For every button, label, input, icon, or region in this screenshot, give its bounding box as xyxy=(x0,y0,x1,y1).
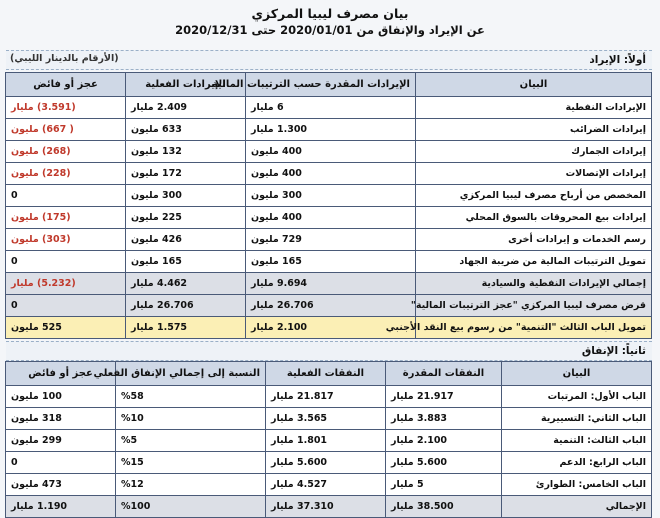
table-row xyxy=(6,408,652,430)
title-line: بيان مصرف ليبيا المركزي xyxy=(251,6,409,21)
deficit-or-surplus: ( 667) مليون xyxy=(6,119,126,141)
estimated-revenue: 729 مليون xyxy=(246,229,416,251)
row-description: تمويل الباب الثالث "التنمية" من رسوم بيع النقد الأجنبي xyxy=(416,317,652,339)
revenue-table xyxy=(5,72,652,339)
estimated-revenue: 1.300 مليار xyxy=(246,119,416,141)
table-row xyxy=(6,295,652,317)
revenue-column-header: الإيرادات الفعلية xyxy=(126,73,246,97)
estimated-revenue: 9.694 مليار xyxy=(246,273,416,295)
deficit-or-surplus: 1.190 مليار xyxy=(6,496,116,518)
estimated-spending: 2.100 مليار xyxy=(386,430,502,452)
actual-spending: 37.310 مليار xyxy=(266,496,386,518)
actual-revenue: 172 مليون xyxy=(126,163,246,185)
row-description: إيرادات الضرائب xyxy=(416,119,652,141)
deficit-or-surplus: 0 xyxy=(6,295,126,317)
table-row xyxy=(6,386,652,408)
deficit-or-surplus: 299 مليون xyxy=(6,430,116,452)
actual-revenue: 4.462 مليار xyxy=(126,273,246,295)
estimated-spending: 5 مليار xyxy=(386,474,502,496)
actual-spending: 3.565 مليار xyxy=(266,408,386,430)
estimated-spending: 5.600 مليار xyxy=(386,452,502,474)
actual-revenue: 633 مليون xyxy=(126,119,246,141)
table-row xyxy=(6,97,652,119)
currency-note: (الأرقام بالدينار الليبي) xyxy=(10,53,119,64)
row-description: الباب الرابع: الدعم xyxy=(502,452,652,474)
deficit-or-surplus: 0 xyxy=(6,185,126,207)
revenue-section-label: أولاً: الإيراد xyxy=(589,54,646,66)
spending-column-header: النفقات المقدرة xyxy=(386,362,502,386)
share-of-total: %58 xyxy=(116,386,266,408)
row-description: تمويل الترتيبات المالية من ضريبة الجهاد xyxy=(416,251,652,273)
deficit-or-surplus: 0 xyxy=(6,452,116,474)
table-row xyxy=(6,207,652,229)
estimated-spending: 3.883 مليار xyxy=(386,408,502,430)
estimated-revenue: 300 مليون xyxy=(246,185,416,207)
share-of-total: %15 xyxy=(116,452,266,474)
row-description: إجمالي الإيرادات النفطية والسيادية xyxy=(416,273,652,295)
spending-column-header: عجز أو فائض xyxy=(6,362,116,386)
spending-table xyxy=(5,361,652,518)
row-description: الباب الثاني: التسييرية xyxy=(502,408,652,430)
deficit-or-surplus: 318 مليون xyxy=(6,408,116,430)
row-description: رسم الخدمات و إيرادات أخرى xyxy=(416,229,652,251)
table-row xyxy=(6,452,652,474)
spending-section-label: ثانياً: الإنفاق xyxy=(581,345,646,357)
table-row xyxy=(6,273,652,295)
spending-column-header: النسبة إلى إجمالي الإنفاق الفعلي xyxy=(116,362,266,386)
estimated-revenue: 26.706 مليار xyxy=(246,295,416,317)
actual-revenue: 165 مليون xyxy=(126,251,246,273)
actual-revenue: 225 مليون xyxy=(126,207,246,229)
row-description: إيرادات بيع المحروقات بالسوق المحلي xyxy=(416,207,652,229)
revenue-header-row xyxy=(6,73,652,97)
actual-spending: 5.600 مليار xyxy=(266,452,386,474)
actual-revenue: 2.409 مليار xyxy=(126,97,246,119)
deficit-or-surplus: (175) مليون xyxy=(6,207,126,229)
table-row xyxy=(6,141,652,163)
table-row xyxy=(6,185,652,207)
actual-revenue: 300 مليون xyxy=(126,185,246,207)
row-description: الإجمالي xyxy=(502,496,652,518)
deficit-or-surplus: 525 مليون xyxy=(6,317,126,339)
actual-revenue: 26.706 مليار xyxy=(126,295,246,317)
estimated-revenue: 400 مليون xyxy=(246,207,416,229)
row-description: الباب الأول: المرتبات xyxy=(502,386,652,408)
revenue-column-header: البيان xyxy=(416,73,652,97)
spending-header-row xyxy=(6,362,652,386)
revenue-column-header: عجز أو فائض xyxy=(6,73,126,97)
deficit-or-surplus: (303) مليون xyxy=(6,229,126,251)
estimated-spending: 21.917 مليار xyxy=(386,386,502,408)
spending-section-title xyxy=(6,341,652,361)
table-row xyxy=(6,317,652,339)
row-description: المخصص من أرباح مصرف ليبيا المركزي xyxy=(416,185,652,207)
actual-revenue: 1.575 مليار xyxy=(126,317,246,339)
actual-spending: 4.527 مليار xyxy=(266,474,386,496)
estimated-revenue: 2.100 مليار xyxy=(246,317,416,339)
deficit-or-surplus: 100 مليون xyxy=(6,386,116,408)
subtitle-line: عن الإيراد والإنفاق من 2020/01/01 حتى 2020/12/31 xyxy=(175,23,485,37)
estimated-revenue: 400 مليون xyxy=(246,141,416,163)
deficit-or-surplus: (5.232) مليار xyxy=(6,273,126,295)
share-of-total: %5 xyxy=(116,430,266,452)
table-row xyxy=(6,251,652,273)
actual-revenue: 426 مليون xyxy=(126,229,246,251)
row-description: الإيرادات النفطية xyxy=(416,97,652,119)
estimated-spending: 38.500 مليار xyxy=(386,496,502,518)
table-row xyxy=(6,430,652,452)
spending-column-header: البيان xyxy=(502,362,652,386)
deficit-or-surplus: (268) مليون xyxy=(6,141,126,163)
deficit-or-surplus: (3.591) مليار xyxy=(6,97,126,119)
document-title xyxy=(0,6,660,38)
table-row xyxy=(6,229,652,251)
table-row xyxy=(6,496,652,518)
table-row xyxy=(6,474,652,496)
estimated-revenue: 6 مليار xyxy=(246,97,416,119)
row-description: إيرادات الجمارك xyxy=(416,141,652,163)
spending-column-header: النفقات الفعلية xyxy=(266,362,386,386)
deficit-or-surplus: 473 مليون xyxy=(6,474,116,496)
revenue-column-header: الإيرادات المقدرة حسب الترتيبات المالية xyxy=(246,73,416,97)
row-description: قرض مصرف ليبيا المركزي "عجز الترتيبات المالية" xyxy=(416,295,652,317)
estimated-revenue: 400 مليون xyxy=(246,163,416,185)
row-description: الباب الثالث: التنمية xyxy=(502,430,652,452)
actual-revenue: 132 مليون xyxy=(126,141,246,163)
table-row xyxy=(6,163,652,185)
actual-spending: 1.801 مليار xyxy=(266,430,386,452)
actual-spending: 21.817 مليار xyxy=(266,386,386,408)
share-of-total: %100 xyxy=(116,496,266,518)
deficit-or-surplus: 0 xyxy=(6,251,126,273)
row-description: الباب الخامس: الطوارئ xyxy=(502,474,652,496)
share-of-total: %12 xyxy=(116,474,266,496)
table-row xyxy=(6,119,652,141)
row-description: إيرادات الإتصالات xyxy=(416,163,652,185)
share-of-total: %10 xyxy=(116,408,266,430)
deficit-or-surplus: (228) مليون xyxy=(6,163,126,185)
estimated-revenue: 165 مليون xyxy=(246,251,416,273)
